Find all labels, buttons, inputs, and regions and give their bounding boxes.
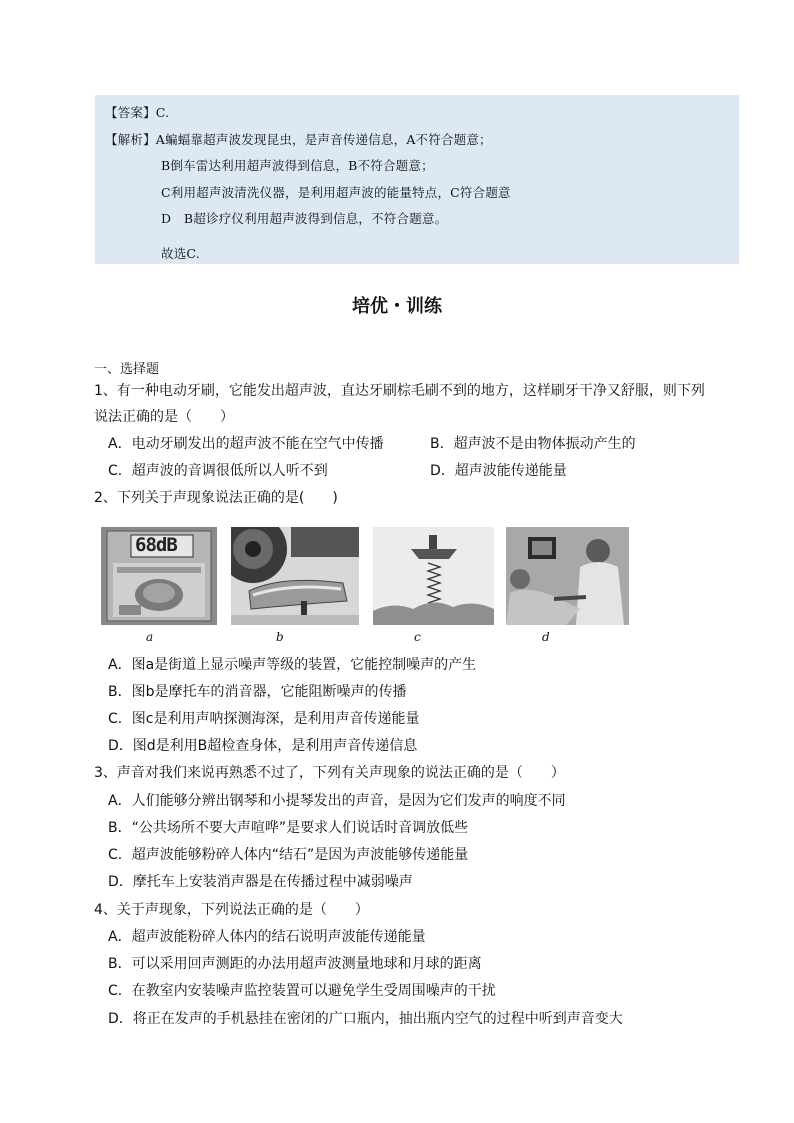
figure-d-caption: d [542,630,550,644]
q4-option-c: C．在教室内安装噪声监控装置可以避免学生受周围噪声的干扰 [108,983,496,999]
q3-option-c: C．超声波能够粉碎人体内“结石”是因为声波能够传递能量 [108,847,469,863]
q1-stem-line2: 说法正确的是（ ） [94,409,234,425]
q1-option-d: D．超声波能传递能量 [430,463,567,479]
conclusion-line: 故选C. [161,246,200,261]
q4-option-a: A．超声波能粉碎人体内的结石说明声波能传递能量 [108,929,426,945]
figure-c-sonar [373,527,494,625]
analysis-line: 【解析】A蝙蝠靠超声波发现昆虫，是声音传递信息，A不符合题意； [105,132,492,147]
q1-option-a: A．电动牙刷发出的超声波不能在空气中传播 [108,436,384,452]
figure-d-ultrasound [506,527,629,625]
q2-option-a: A．图a是街道上显示噪声等级的装置，它能控制噪声的产生 [108,657,477,673]
figure-a-noise-meter [101,527,217,625]
q4-option-b: B．可以采用回声测距的办法用超声波测量地球和月球的距离 [108,956,482,972]
q2-option-c: C．图c是利用声呐探测海深，是利用声音传递能量 [108,711,420,727]
analysis-line-b: B倒车雷达利用超声波得到信息，B不符合题意； [161,158,434,173]
q1-stem-line1: 1、有一种电动牙刷，它能发出超声波，直达牙刷棕毛刷不到的地方，这样刷牙干净又舒服，则下列 [94,383,705,399]
analysis-line-c: C利用超声波清洗仪器，是利用超声波的能量特点，C符合题意 [161,185,511,200]
answer-box [95,95,739,264]
figure-c-caption: c [414,630,421,644]
q1-option-c: C．超声波的音调很低所以人听不到 [108,463,328,479]
q3-option-b: B．“公共场所不要大声喧哗”是要求人们说话时音调放低些 [108,820,469,836]
analysis-line-d: D B超诊疗仪利用超声波得到信息，不符合题意。 [161,211,448,226]
q4-option-d: D．将正在发声的手机悬挂在密闭的广口瓶内，抽出瓶内空气的过程中听到声音变大 [108,1011,623,1027]
page-title: 培优・训练 [352,296,442,317]
q3-option-d: D．摩托车上安装消声器是在传播过程中减弱噪声 [108,874,413,890]
figure-a-caption: a [146,630,154,644]
section-heading: 一、选择题 [94,362,160,377]
q1-option-b: B．超声波不是由物体振动产生的 [430,436,636,452]
q4-stem: 4、关于声现象，下列说法正确的是（ ） [94,902,369,918]
answer-line: 【答案】C. [105,105,170,120]
q2-option-b: B．图b是摩托车的消音器，它能阻断噪声的传播 [108,684,407,700]
q2-option-d: D．图d是利用B超检查身体，是利用声音传递信息 [108,738,418,754]
q2-stem: 2、下列关于声现象说法正确的是( ) [94,490,338,506]
figure-b-muffler [231,527,359,625]
q3-stem: 3、声音对我们来说再熟悉不过了，下列有关声现象的说法正确的是（ ） [94,765,565,781]
noise-reading: 68dB [135,534,177,556]
q3-option-a: A．人们能够分辨出钢琴和小提琴发出的声音，是因为它们发声的响度不同 [108,793,566,809]
figure-b-caption: b [276,630,284,644]
